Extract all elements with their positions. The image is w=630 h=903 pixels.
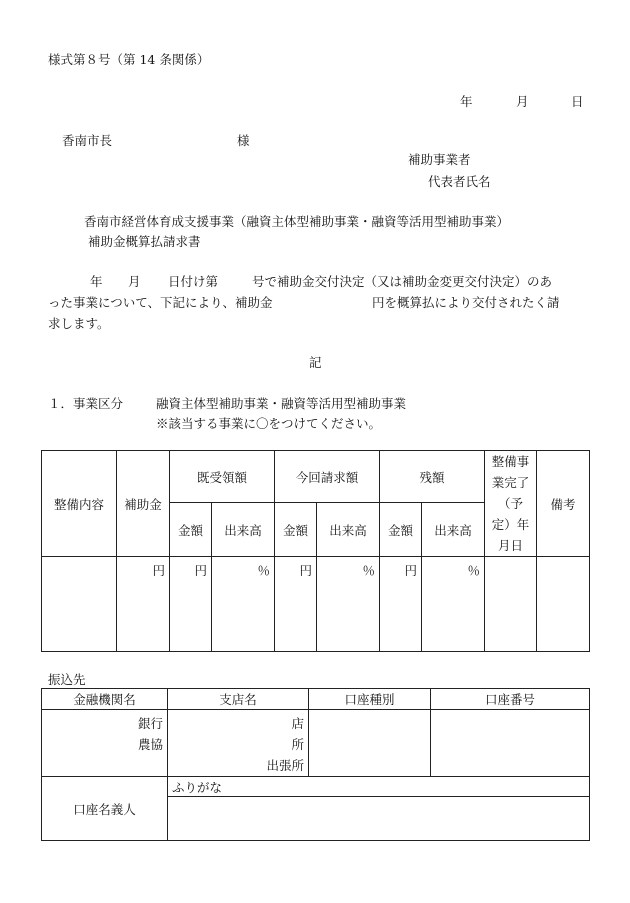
- body-line2a: った事業について、下記により、補助金: [48, 295, 273, 310]
- account-holder-label: 口座名義人: [42, 777, 168, 841]
- body-decision: 号で補助金交付決定（又は補助金変更交付決定）のあ: [252, 274, 553, 289]
- section1-value: 融資主体型補助事業・融資等活用型補助事業: [156, 396, 407, 411]
- addressee-honorific: 様: [237, 133, 250, 148]
- sub-office-label: 出張所: [266, 758, 304, 773]
- header-received: 既受領額: [170, 451, 275, 503]
- header-remaining-progress: 出来高: [422, 503, 485, 557]
- date-day: 日: [571, 94, 584, 109]
- cell-institution[interactable]: [42, 710, 168, 777]
- header-current-progress: 出来高: [317, 503, 380, 557]
- title-line2: 補助金概算払請求書: [88, 234, 201, 249]
- date-year: 年: [460, 94, 473, 109]
- body-line3: 求します。: [48, 316, 110, 331]
- completion-line-1: 整備事: [491, 454, 530, 469]
- applicant-label: 補助事業者: [408, 152, 471, 167]
- cell-branch[interactable]: [168, 710, 309, 777]
- representative-label: 代表者氏名: [428, 174, 491, 189]
- cell-remaining-progress-unit[interactable]: ％: [422, 557, 485, 652]
- cell-received-progress-unit[interactable]: ％: [212, 557, 275, 652]
- office-label: 所: [291, 737, 304, 752]
- body-line2b: 円を概算払により交付されたく請: [372, 295, 560, 310]
- bank-label: 銀行: [137, 716, 163, 731]
- header-content: 整備内容: [42, 451, 117, 557]
- cell-current-amount-unit[interactable]: 円: [275, 557, 317, 652]
- header-branch: 支店名: [168, 689, 309, 710]
- cell-account-type[interactable]: [309, 710, 431, 777]
- account-holder-name-field[interactable]: [168, 797, 590, 841]
- header-account-number: 口座番号: [431, 689, 590, 710]
- section1-label: １．事業区分: [48, 396, 124, 411]
- body-month: 月: [128, 274, 141, 289]
- completion-line-3: （予: [498, 496, 524, 511]
- section1-note: ※該当する事業に〇をつけてください。: [156, 416, 382, 431]
- bank-section-label: 振込先: [48, 672, 86, 687]
- header-institution: 金融機関名: [42, 689, 168, 710]
- cell-account-number[interactable]: [431, 710, 590, 777]
- header-account-type: 口座種別: [309, 689, 431, 710]
- cell-remaining-amount-unit[interactable]: 円: [380, 557, 422, 652]
- cell-subsidy-unit[interactable]: 円: [117, 557, 170, 652]
- header-subsidy: 補助金: [117, 451, 170, 557]
- cell-current-progress-unit[interactable]: ％: [317, 557, 380, 652]
- form-number: 様式第８号（第 14 条関係）: [48, 52, 210, 67]
- cell-received-amount-unit[interactable]: 円: [170, 557, 212, 652]
- completion-line-5: 月日: [498, 538, 524, 553]
- cell-remarks[interactable]: [537, 557, 590, 652]
- header-remaining-amount: 金額: [380, 503, 422, 557]
- body-year: 年: [90, 274, 103, 289]
- header-current-amount: 金額: [275, 503, 317, 557]
- header-completion-date: [485, 451, 537, 557]
- bank-table: [41, 688, 590, 841]
- furigana-label: ふりがな: [172, 779, 223, 795]
- ki-heading: 記: [309, 355, 322, 370]
- title-line1: 香南市経営体育成支援事業（融資主体型補助事業・融資等活用型補助事業）: [84, 214, 510, 229]
- header-received-progress: 出来高: [212, 503, 275, 557]
- addressee-name: 香南市長: [62, 133, 113, 148]
- header-remaining: 残額: [380, 451, 485, 503]
- branch-label: 店: [291, 716, 304, 731]
- completion-line-2: 業完了: [491, 475, 530, 490]
- header-current: 今回請求額: [275, 451, 380, 503]
- header-remarks: 備考: [537, 451, 590, 557]
- completion-line-4: 定）年: [491, 517, 530, 532]
- body-dated-no: 日付け第: [168, 274, 219, 289]
- header-received-amount: 金額: [170, 503, 212, 557]
- coop-label: 農協: [137, 737, 163, 752]
- cell-content[interactable]: [42, 557, 117, 652]
- date-month: 月: [516, 94, 529, 109]
- subsidy-table: [41, 450, 590, 652]
- furigana-row[interactable]: [168, 777, 590, 797]
- cell-completion-date[interactable]: [485, 557, 537, 652]
